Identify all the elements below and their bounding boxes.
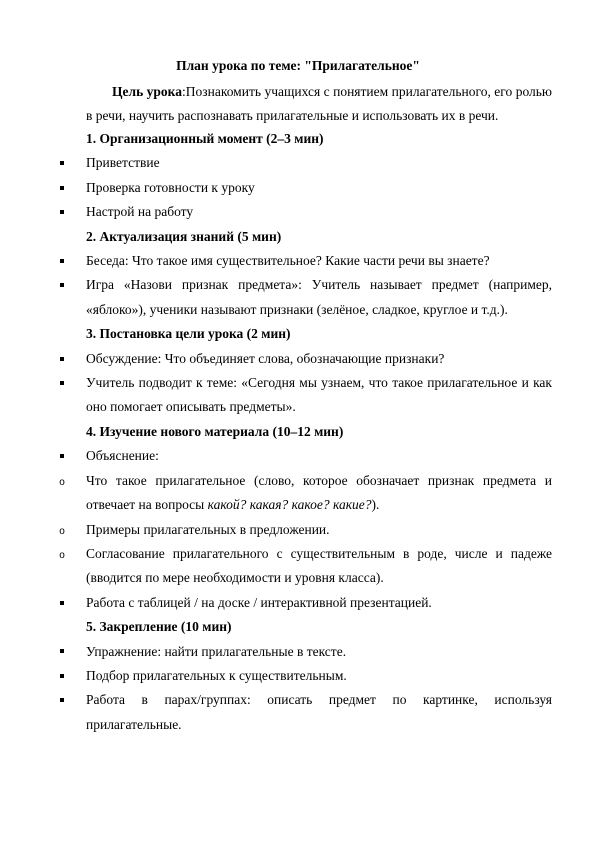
section-heading-text: 3. Постановка цели урока (2 мин) xyxy=(86,326,291,342)
list-item-text xyxy=(86,518,552,542)
list-item-text-main: Работа с таблицей / на доске / интерактивной презентацией. xyxy=(86,594,432,610)
square-bullet-icon xyxy=(57,347,67,371)
list-item-text-main: Беседа: Что такое имя существительное? Какие части речи вы знаете? xyxy=(86,253,490,269)
list-item-text-main: Объяснение: xyxy=(86,448,159,464)
list-item-text xyxy=(86,469,552,518)
list-item-text xyxy=(86,151,552,175)
list-item xyxy=(0,249,596,273)
circle-bullet-icon: o xyxy=(59,525,65,537)
circle-bullet-icon: o xyxy=(59,549,65,561)
section-heading xyxy=(0,225,596,249)
list-item-text-main: Проверка готовности к уроку xyxy=(86,179,255,195)
list-item-text-main: Игра «Назови признак предмета»: Учитель называет предмет (например, «яблоко»), ученики называют признаки (зелёное, сладкое, круглое и т.д.). xyxy=(86,277,552,317)
section-heading-text: 5. Закрепление (10 мин) xyxy=(86,619,232,635)
list-item-text-tail: ). xyxy=(371,497,380,513)
list-item-text xyxy=(86,249,552,273)
section-heading-text: 2. Актуализация знаний (5 мин) xyxy=(86,228,282,244)
list-item-text xyxy=(86,640,552,664)
circle-bullet-icon: o xyxy=(59,476,65,488)
goal-text: :Познакомить учащихся с понятием прилагательного, его ролью в речи, научить распознавать прилагательные и использовать их в речи. xyxy=(86,84,553,123)
list-item xyxy=(0,444,596,468)
list-item-text xyxy=(86,444,552,468)
lesson-plan-list xyxy=(0,127,596,737)
list-item-text-main: Учитель подводит к теме: «Сегодня мы узнаем, что такое прилагательное и как оно помогает описывать предметы». xyxy=(86,375,552,415)
list-item-text-main: Обсуждение: Что объединяет слова, обозначающие признаки? xyxy=(86,350,445,366)
square-bullet-icon xyxy=(57,444,67,468)
section-heading-text: 4. Изучение нового материала (10–12 мин) xyxy=(86,423,344,439)
list-item-text-main: Примеры прилагательных в предложении. xyxy=(86,521,330,537)
list-item xyxy=(0,347,596,371)
square-bullet-icon xyxy=(57,249,67,273)
square-bullet-icon xyxy=(57,176,67,200)
list-item-text xyxy=(86,542,552,591)
list-item xyxy=(0,518,596,542)
list-item xyxy=(0,640,596,664)
list-item-text xyxy=(86,176,552,200)
list-item-text xyxy=(86,688,552,737)
list-item xyxy=(0,200,596,224)
list-item-text xyxy=(86,664,552,688)
list-item xyxy=(0,664,596,688)
section-heading xyxy=(0,322,596,346)
page-title: План урока по теме: "Прилагательное" xyxy=(176,58,420,73)
square-bullet-icon xyxy=(57,151,67,175)
section-heading xyxy=(0,420,596,444)
list-item-text-italic: какой? какая? какое? какие? xyxy=(207,497,372,513)
list-item xyxy=(0,176,596,200)
list-item-text-main: Что такое прилагательное (слово, которое обозначает признак предмета и отвечает на вопросы xyxy=(86,472,552,513)
list-item-text-main: Приветствие xyxy=(86,155,160,171)
list-item-text-main: Настрой на работу xyxy=(86,204,194,220)
square-bullet-icon xyxy=(57,371,67,395)
list-item xyxy=(0,273,596,322)
list-item xyxy=(0,151,596,175)
list-item-text xyxy=(86,273,552,322)
list-item-text xyxy=(86,200,552,224)
list-item-text-main: Согласование прилагательного с существительным в роде, числе и падеже (вводится по мере необходимости и уровня класса). xyxy=(86,545,552,586)
list-item xyxy=(0,688,596,737)
square-bullet-icon xyxy=(57,273,67,297)
square-bullet-icon xyxy=(57,640,67,664)
section-heading-text: 1. Организационный момент (2–3 мин) xyxy=(86,131,324,146)
list-item-text xyxy=(86,347,552,371)
list-item-text xyxy=(86,591,552,615)
goal-label: Цель урока xyxy=(112,84,183,99)
square-bullet-icon xyxy=(57,688,67,712)
section-heading xyxy=(0,615,596,639)
list-item xyxy=(0,591,596,615)
list-item xyxy=(0,469,596,518)
square-bullet-icon xyxy=(57,200,67,224)
square-bullet-icon xyxy=(57,664,67,688)
square-bullet-icon xyxy=(57,591,67,615)
section-heading xyxy=(0,127,596,151)
list-item xyxy=(0,371,596,420)
list-item-text-main: Подбор прилагательных к существительным. xyxy=(86,667,347,683)
list-item-text xyxy=(86,371,552,420)
list-item-text-main: Упражнение: найти прилагательные в тексте. xyxy=(86,643,347,659)
lesson-goal xyxy=(86,80,552,127)
list-item xyxy=(0,542,596,591)
list-item-text-main: Работа в парах/группах: описать предмет по картинке, используя прилагательные. xyxy=(86,692,552,732)
